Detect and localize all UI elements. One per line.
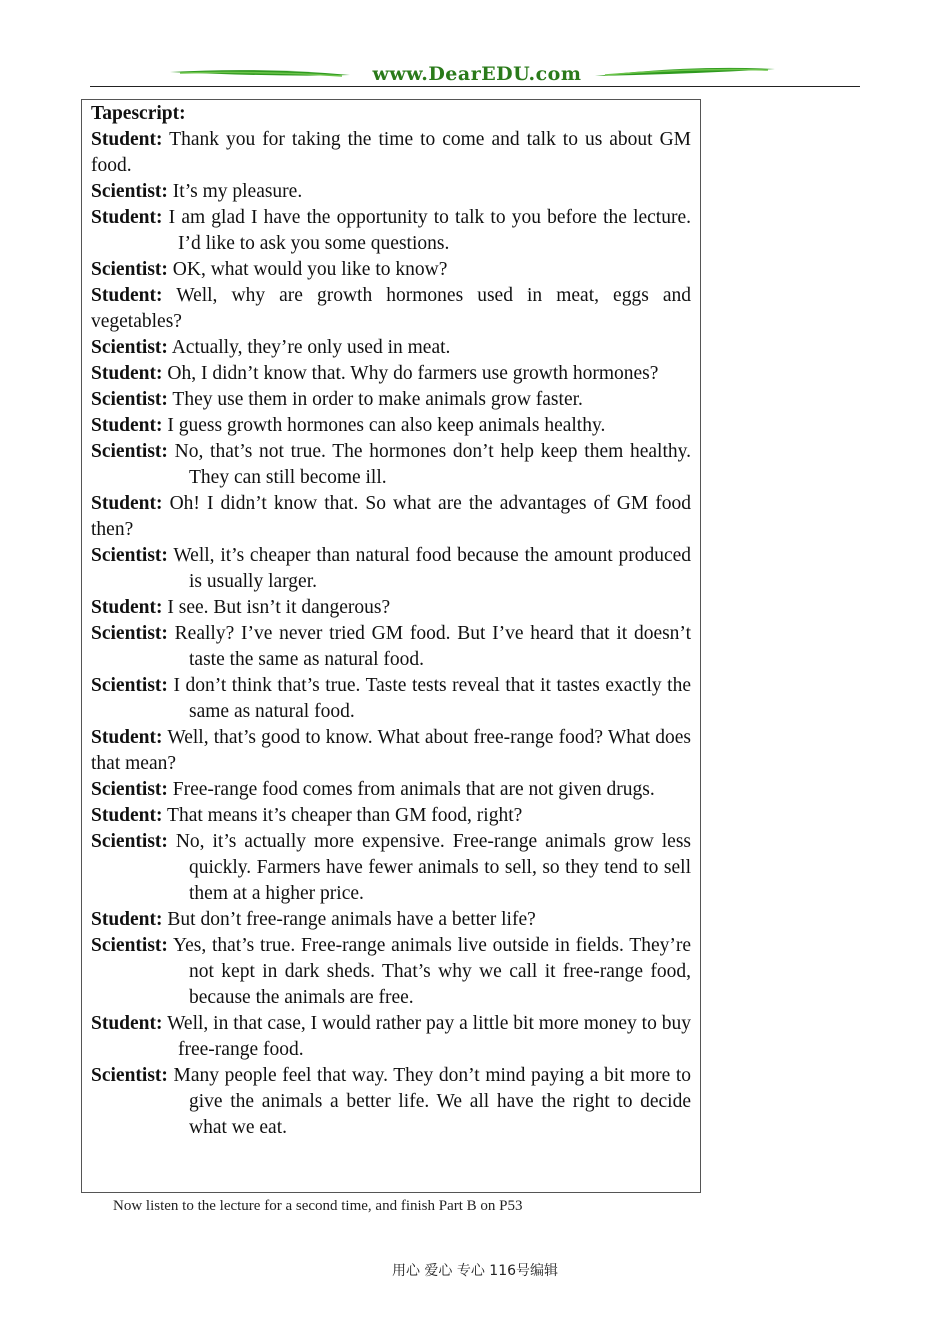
dialogue-line	[91, 127, 691, 179]
dialogue-line	[91, 595, 691, 621]
dialogue-line	[91, 803, 691, 829]
line-text: I don’t think that’s true. Taste tests reveal that it tastes exactly the same as natural food.	[167, 675, 691, 722]
line-text: Well, that’s good to know. What about free-range food? What does that mean?	[91, 727, 691, 774]
dialogue-line	[91, 179, 691, 205]
site-logo-text: www.DearEDU.com	[372, 63, 582, 85]
speaker-label: Scientist:	[91, 831, 168, 852]
line-text: That means it’s cheaper than GM food, right?	[162, 805, 523, 826]
line-text: They use them in order to make animals grow faster.	[167, 389, 583, 410]
line-text: OK, what would you like to know?	[167, 259, 448, 280]
page-footer: 用心 爱心 专心 116号编辑	[391, 1263, 559, 1279]
dialogue-line	[91, 413, 691, 439]
speaker-label: Student:	[91, 805, 163, 826]
speaker-label: Scientist:	[91, 545, 168, 566]
speaker-label: Student:	[91, 909, 163, 930]
dialogue-line	[91, 335, 691, 361]
line-text: Many people feel that way. They don’t mind paying a bit more to give the animals a better life. We all have the right to decide what we eat.	[167, 1065, 691, 1138]
speaker-label: Student:	[91, 597, 163, 618]
dialogue-line	[91, 777, 691, 803]
speaker-label: Scientist:	[91, 779, 168, 800]
line-text: Really? I’ve never tried GM food. But I’ve heard that it doesn’t taste the same as natural food.	[167, 623, 691, 670]
dialogue-line	[91, 1011, 691, 1063]
speaker-label: Scientist:	[91, 675, 168, 696]
dialogue-line	[91, 829, 691, 907]
line-text: Well, in that case, I would rather pay a little bit more money to buy free-range food.	[162, 1013, 691, 1060]
dialogue-line	[91, 543, 691, 595]
line-text: No, it’s actually more expensive. Free-range animals grow less quickly. Farmers have fewer animals to sell, so they tend to sell them at a higher price.	[167, 831, 691, 904]
speaker-label: Student:	[91, 727, 163, 748]
speaker-label: Scientist:	[91, 259, 168, 280]
line-text: Thank you for taking the time to come and talk to us about GM food.	[91, 129, 691, 176]
dialogue-line	[91, 257, 691, 283]
speaker-label: Student:	[91, 493, 163, 514]
dialogue-line	[91, 621, 691, 673]
instruction-text: Now listen to the lecture for a second time, and finish Part B on P53	[113, 1198, 523, 1214]
dialogue-line	[91, 361, 691, 387]
speaker-label: Scientist:	[91, 1065, 168, 1086]
dialogue-line	[91, 907, 691, 933]
speaker-label: Student:	[91, 363, 163, 384]
dialogue-line	[91, 387, 691, 413]
line-text: I guess growth hormones can also keep animals healthy.	[162, 415, 606, 436]
speaker-label: Student:	[91, 207, 163, 228]
line-text: No, that’s not true. The hormones don’t help keep them healthy. They can still become ill.	[167, 441, 691, 488]
tapescript-content	[91, 101, 691, 1141]
line-text: It’s my pleasure.	[167, 181, 303, 202]
dialogue-line	[91, 933, 691, 1011]
dialogue-line	[91, 725, 691, 777]
line-text: I am glad I have the opportunity to talk to you before the lecture. I’d like to ask you some questions.	[162, 207, 691, 254]
speaker-label: Scientist:	[91, 935, 168, 956]
speaker-label: Scientist:	[91, 337, 168, 358]
line-text: Actually, they’re only used in meat.	[167, 337, 451, 358]
line-text: Well, it’s cheaper than natural food because the amount produced is usually larger.	[167, 545, 691, 592]
line-text: Free-range food comes from animals that are not given drugs.	[167, 779, 655, 800]
page-header	[90, 60, 860, 90]
line-text: But don’t free-range animals have a better life?	[162, 909, 536, 930]
dialogue-line	[91, 491, 691, 543]
speaker-label: Student:	[91, 285, 163, 306]
speaker-label: Student:	[91, 415, 163, 436]
line-text: Yes, that’s true. Free-range animals live outside in fields. They’re not kept in dark sheds. That’s why we call it free-range food, because the animals are free.	[167, 935, 691, 1008]
speaker-label: Scientist:	[91, 181, 168, 202]
line-text: Oh! I didn’t know that. So what are the advantages of GM food then?	[91, 493, 691, 540]
dialogue-line	[91, 673, 691, 725]
speaker-label: Scientist:	[91, 623, 168, 644]
speaker-label: Student:	[91, 1013, 163, 1034]
speaker-label: Scientist:	[91, 389, 168, 410]
line-text: I see. But isn’t it dangerous?	[162, 597, 391, 618]
line-text: Oh, I didn’t know that. Why do farmers use growth hormones?	[162, 363, 659, 384]
dialogue-line	[91, 1063, 691, 1141]
speaker-label: Student:	[91, 129, 163, 150]
dialogue-line	[91, 283, 691, 335]
tapescript-title: Tapescript:	[91, 103, 186, 124]
dialogue-line	[91, 205, 691, 257]
speaker-label: Scientist:	[91, 441, 168, 462]
line-text: Well, why are growth hormones used in meat, eggs and vegetables?	[91, 285, 691, 332]
dialogue-line	[91, 439, 691, 491]
